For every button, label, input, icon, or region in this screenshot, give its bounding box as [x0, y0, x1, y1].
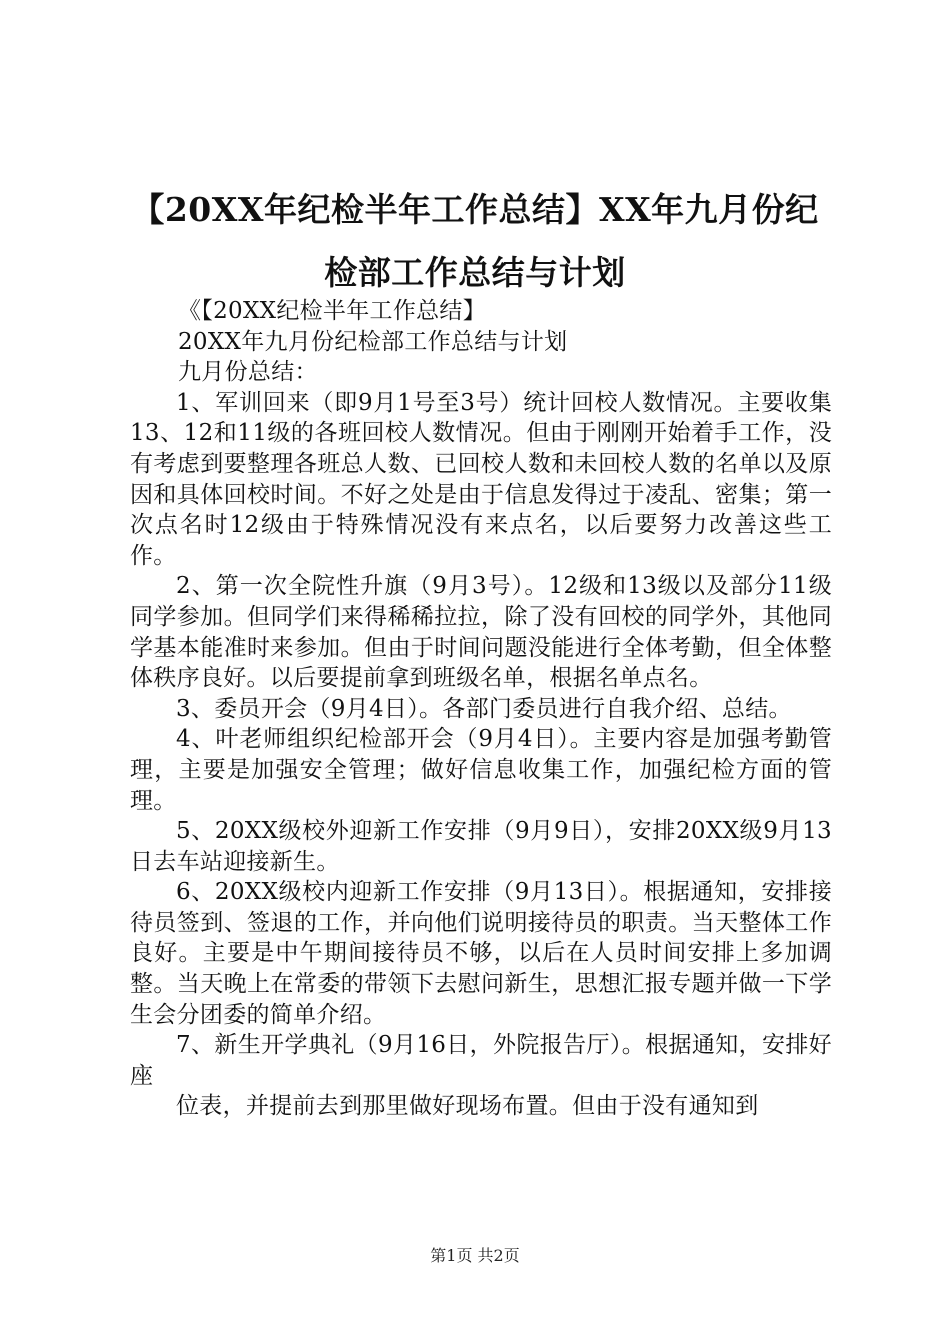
paragraph: 2、第一次全院性升旗（9月3号）。12级和13级以及部分11级同学参加。但同学们来得稀稀拉拉，除了没有回校的同学外，其他同学基本能准时来参加。但由于时间问题没能进行全体考勤，但全体整体秩序良好。以后要提前拿到班级名单，根据名单点名。: [130, 573, 832, 692]
title-line-2: 检部工作总结与计划: [324, 253, 626, 292]
document-body: [130, 296, 832, 1122]
paragraph: 位表，并提前去到那里做好现场布置。但由于没有通知到: [176, 1093, 759, 1120]
paragraph: 7、新生开学典礼（9月16日，外院报告厅）。根据通知，安排好座: [130, 1032, 832, 1089]
page-footer: 第1页 共2页: [430, 1246, 520, 1265]
paragraph: 1、军训回来（即9月1号至3号）统计回校人数情况。主要收集13、12和11级的各班回校人数情况。但由于刚刚开始着手工作，没有考虑到要整理各班总人数、已回校人数和未回校人数的名单以及原因和具体回校时间。不好之处是由于信息发得过于凌乱、密集；第一次点名时12级由于特殊情况没有来点名，以后要努力改善这些工作。: [130, 389, 832, 569]
intro-line: 九月份总结：: [178, 359, 318, 386]
paragraph: 5、20XX级校外迎新工作安排（9月9日），安排20XX级9月13日去车站迎接新生。: [130, 818, 832, 875]
intro-line: 20XX年九月份纪检部工作总结与计划: [178, 328, 568, 355]
paragraph: 3、委员开会（9月4日）。各部门委员进行自我介绍、总结。: [176, 695, 792, 722]
document-title: [118, 178, 832, 304]
intro-line: 《【20XX纪检半年工作总结】: [178, 298, 487, 324]
paragraph: 6、20XX级校内迎新工作安排（9月13日）。根据通知，安排接待员签到、签退的工作，并向他们说明接待员的职责。当天整体工作良好。主要是中午期间接待员不够，以后在人员时间安排上多加调整。当天晚上在常委的带领下去慰问新生，思想汇报专题并做一下学生会分团委的简单介绍。: [130, 879, 832, 1028]
paragraph: 4、叶老师组织纪检部开会（9月4日）。主要内容是加强考勤管理，主要是加强安全管理；做好信息收集工作，加强纪检方面的管理。: [130, 726, 832, 814]
title-line-1: 【20XX年纪检半年工作总结】XX年九月份纪: [131, 190, 819, 229]
